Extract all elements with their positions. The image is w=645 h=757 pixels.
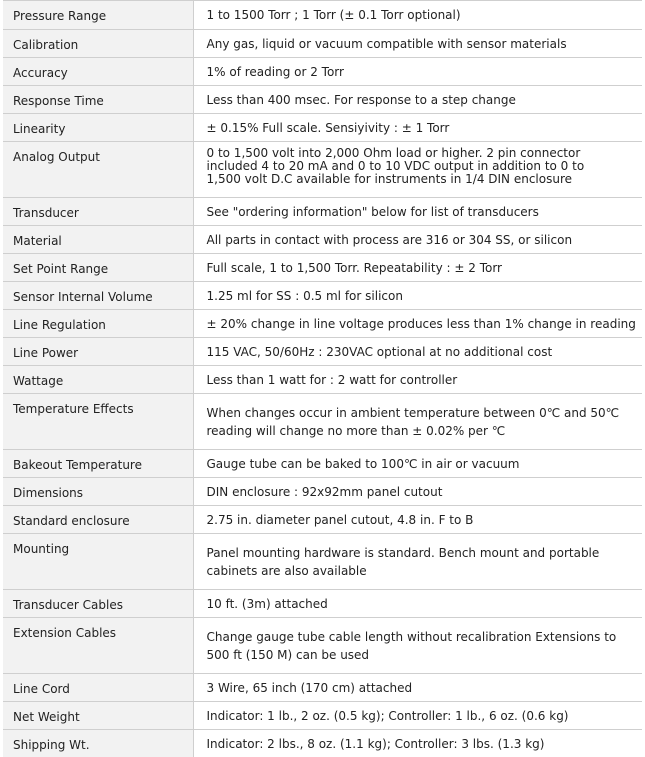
spec-value: Change gauge tube cable length without recalibration Extensions to 500 ft (150 M) can be used <box>193 618 642 674</box>
spec-value: 115 VAC, 50/60Hz : 230VAC optional at no additional cost <box>193 338 642 366</box>
spec-row-set-point-range <box>3 254 642 282</box>
spec-label: Shipping Wt. <box>3 730 193 757</box>
spec-label: Set Point Range <box>3 254 193 282</box>
spec-row-mounting <box>3 534 642 590</box>
spec-label: Mounting <box>3 534 193 590</box>
spec-label: Standard enclosure <box>3 506 193 534</box>
spec-row-standard-enclosure <box>3 506 642 534</box>
spec-label: Wattage <box>3 366 193 394</box>
spec-value: 3 Wire, 65 inch (170 cm) attached <box>193 674 642 702</box>
spec-value: Any gas, liquid or vacuum compatible with sensor materials <box>193 30 642 58</box>
spec-row-transducer-cables <box>3 590 642 618</box>
spec-value: 1 to 1500 Torr ; 1 Torr (± 0.1 Torr optional) <box>193 1 642 30</box>
spec-row-net-weight <box>3 702 642 730</box>
spec-value: All parts in contact with process are 316 or 304 SS, or silicon <box>193 226 642 254</box>
spec-label: Analog Output <box>3 142 193 198</box>
spec-row-dimensions <box>3 478 642 506</box>
spec-value: DIN enclosure : 92x92mm panel cutout <box>193 478 642 506</box>
spec-row-temperature-effects <box>3 394 642 450</box>
spec-table <box>3 0 642 757</box>
spec-value: 1% of reading or 2 Torr <box>193 58 642 86</box>
spec-label: Linearity <box>3 114 193 142</box>
spec-label: Accuracy <box>3 58 193 86</box>
spec-value: 10 ft. (3m) attached <box>193 590 642 618</box>
spec-label: Response Time <box>3 86 193 114</box>
spec-value: See "ordering information" below for list of transducers <box>193 198 642 226</box>
spec-value: Full scale, 1 to 1,500 Torr. Repeatability : ± 2 Torr <box>193 254 642 282</box>
spec-value: Less than 1 watt for : 2 watt for controller <box>193 366 642 394</box>
spec-label: Line Cord <box>3 674 193 702</box>
spec-row-extension-cables <box>3 618 642 674</box>
spec-value: 0 to 1,500 volt into 2,000 Ohm load or higher. 2 pin connector included 4 to 20 mA and 0 to 10 VDC output in addition to 0 to 1,500 volt D.C available for instruments in 1/4 DIN enclosure <box>193 142 642 198</box>
spec-label: Calibration <box>3 30 193 58</box>
spec-label: Net Weight <box>3 702 193 730</box>
spec-value: Panel mounting hardware is standard. Bench mount and portable cabinets are also available <box>193 534 642 590</box>
spec-value: Indicator: 1 lb., 2 oz. (0.5 kg); Controller: 1 lb., 6 oz. (0.6 kg) <box>193 702 642 730</box>
spec-row-material <box>3 226 642 254</box>
spec-label: Transducer Cables <box>3 590 193 618</box>
spec-row-accuracy <box>3 58 642 86</box>
spec-row-shipping-wt <box>3 730 642 757</box>
spec-label: Sensor Internal Volume <box>3 282 193 310</box>
spec-value: 1.25 ml for SS : 0.5 ml for silicon <box>193 282 642 310</box>
spec-row-analog-output <box>3 142 642 198</box>
spec-row-response-time <box>3 86 642 114</box>
spec-row-sensor-internal-volume <box>3 282 642 310</box>
spec-value: ± 20% change in line voltage produces less than 1% change in reading <box>193 310 642 338</box>
spec-label: Line Power <box>3 338 193 366</box>
spec-label: Material <box>3 226 193 254</box>
spec-label: Temperature Effects <box>3 394 193 450</box>
spec-row-wattage <box>3 366 642 394</box>
spec-value: Gauge tube can be baked to 100℃ in air or vacuum <box>193 450 642 478</box>
spec-row-line-regulation <box>3 310 642 338</box>
spec-row-linearity <box>3 114 642 142</box>
spec-row-calibration <box>3 30 642 58</box>
spec-value: When changes occur in ambient temperature between 0℃ and 50℃ reading will change no more than ± 0.02% per ℃ <box>193 394 642 450</box>
spec-label: Transducer <box>3 198 193 226</box>
spec-row-transducer <box>3 198 642 226</box>
spec-label: Pressure Range <box>3 1 193 30</box>
spec-row-pressure-range <box>3 1 642 30</box>
spec-label: Extension Cables <box>3 618 193 674</box>
spec-value: ± 0.15% Full scale. Sensiyivity : ± 1 Torr <box>193 114 642 142</box>
spec-label: Bakeout Temperature <box>3 450 193 478</box>
spec-row-line-cord <box>3 674 642 702</box>
spec-label: Line Regulation <box>3 310 193 338</box>
spec-value: Less than 400 msec. For response to a step change <box>193 86 642 114</box>
spec-row-line-power <box>3 338 642 366</box>
spec-label: Dimensions <box>3 478 193 506</box>
spec-row-bakeout-temperature <box>3 450 642 478</box>
spec-value: 2.75 in. diameter panel cutout, 4.8 in. F to B <box>193 506 642 534</box>
spec-value: Indicator: 2 lbs., 8 oz. (1.1 kg); Controller: 3 lbs. (1.3 kg) <box>206 737 545 751</box>
